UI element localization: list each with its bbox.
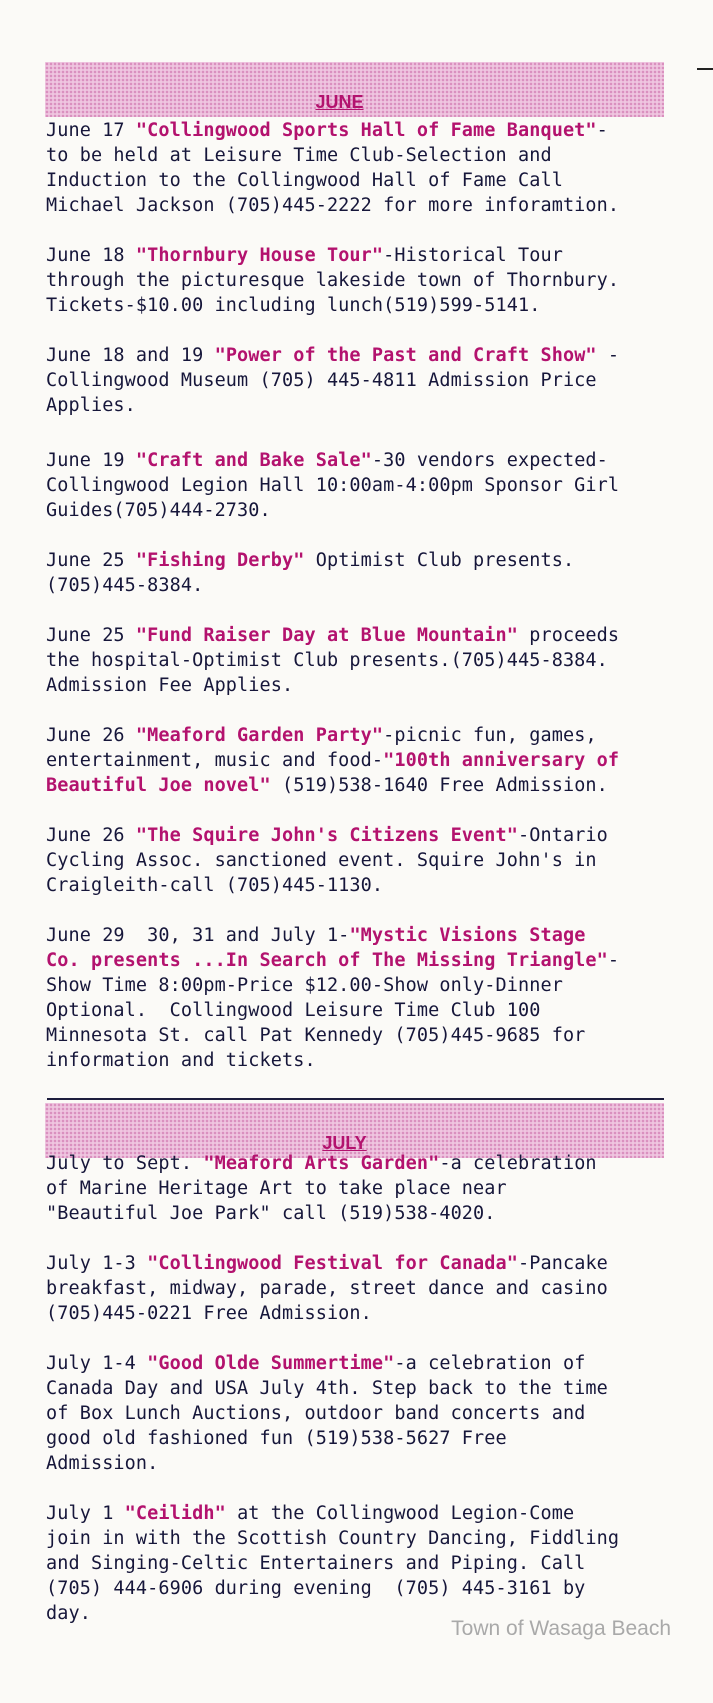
event-details: -a celebration of Marine Heritage Art to take place near "Beautiful Joe Park" call (519)538-4020. — [46, 1153, 597, 1224]
june-events — [46, 118, 676, 1073]
watermark: Town of Wasaga Beach — [451, 1617, 671, 1640]
july-events — [46, 1151, 676, 1626]
event-details: -30 vendors expected- Collingwood Legion Hall 10:00am-4:00pm Sponsor Girl Guides(705)444-2730. — [46, 450, 620, 521]
event-date: June 17 — [46, 120, 136, 141]
event-title: "Collingwood Sports Hall of Fame Banquet" — [135, 120, 597, 141]
event-title: "Craft and Bake Sale" — [135, 450, 372, 471]
event-details: - to be held at Leisure Time Club-Selection and Induction to the Collingwood Hall of Fame Call Michael Jackson (705)445-2222 for more inforamtion. — [46, 120, 620, 216]
event-june-19 — [46, 448, 676, 523]
event-july-sept — [46, 1151, 676, 1226]
event-title: "Collingwood Festival for Canada" — [147, 1253, 519, 1274]
event-date: June 26 — [46, 725, 136, 746]
event-june-25-fundraiser — [46, 623, 676, 698]
event-title: "Mystic Visions Stage Co. presents ...In Search of The Missing Triangle" — [46, 925, 608, 971]
event-details: -Pancake breakfast, midway, parade, street dance and casino (705)445-0221 Free Admission. — [46, 1253, 608, 1324]
event-date: July 1 — [46, 1503, 125, 1524]
corner-mark — [697, 68, 713, 70]
event-title: "Thornbury House Tour" — [135, 245, 384, 266]
june-header-band — [45, 62, 664, 117]
event-details-secondary: (519)538-1640 Free Admission. — [270, 775, 608, 796]
event-details: proceeds the hospital-Optimist Club presents.(705)445-8384. Admission Fee Applies. — [46, 625, 620, 696]
event-july-1-3 — [46, 1251, 676, 1326]
event-june-26-squire — [46, 823, 676, 898]
event-june-29 — [46, 923, 676, 1073]
event-date: July 1-3 — [46, 1253, 148, 1274]
event-date: July to Sept. — [46, 1153, 204, 1174]
event-details: Optimist Club presents. (705)445-8384. — [46, 550, 575, 596]
event-title: "Fishing Derby" — [135, 550, 305, 571]
event-june-25-derby — [46, 548, 676, 598]
event-title: "Ceilidh" — [124, 1503, 226, 1524]
event-june-17 — [46, 118, 676, 218]
event-date: June 25 — [46, 550, 136, 571]
event-title: "Fund Raiser Day at Blue Mountain" — [135, 625, 518, 646]
section-divider — [47, 1098, 664, 1100]
july-header-band — [45, 1103, 664, 1158]
event-title: "Power of the Past and Craft Show" — [214, 345, 597, 366]
event-date: June 18 — [46, 245, 136, 266]
event-june-18-tour — [46, 243, 676, 318]
event-date: July 1-4 — [46, 1353, 148, 1374]
event-details: -a celebration of Canada Day and USA July 4th. Step back to the time of Box Lunch Auctions, outdoor band concerts and good old fashioned fun (519)538-5627 Free Admission. — [46, 1353, 608, 1474]
event-date: June 25 — [46, 625, 136, 646]
event-details: - Show Time 8:00pm-Price $12.00-Show only-Dinner Optional. Collingwood Leisure Time Club 100 Minnesota St. call Pat Kennedy (705)445-9685 for information and tickets. — [46, 950, 620, 1071]
event-title: "Good Olde Summertime" — [147, 1353, 395, 1374]
july-title: JULY — [322, 1133, 367, 1153]
event-title: "Meaford Arts Garden" — [203, 1153, 440, 1174]
event-june-18-19 — [46, 343, 676, 418]
june-title: JUNE — [315, 92, 364, 112]
event-date: June 29 30, 31 and July 1- — [46, 925, 350, 946]
event-details: -Historical Tour through the picturesque lakeside town of Thornbury. Tickets-$10.00 including lunch(519)599-5141. — [46, 245, 620, 316]
event-title: "Meaford Garden Party" — [135, 725, 384, 746]
event-june-26-garden — [46, 723, 676, 798]
event-date: June 18 and 19 — [46, 345, 215, 366]
event-details: at the Collingwood Legion-Come join in with the Scottish Country Dancing, Fiddling and Singing-Celtic Entertainers and Piping. Call (705) 444-6906 during evening (705) 445-3161 by day. — [46, 1503, 620, 1624]
event-details: - Collingwood Museum (705) 445-4811 Admission Price Applies. — [46, 345, 620, 416]
event-date: June 19 — [46, 450, 136, 471]
event-title: "The Squire John's Citizens Event" — [135, 825, 518, 846]
event-details: -picnic fun, games, entertainment, music and food- — [46, 725, 597, 771]
event-date: June 26 — [46, 825, 136, 846]
event-july-1-4 — [46, 1351, 676, 1476]
event-title-secondary: "100th anniversary of Beautiful Joe novel" — [46, 750, 620, 796]
event-details: -Ontario Cycling Assoc. sanctioned event. Squire John's in Craigleith-call (705)445-1130. — [46, 825, 608, 896]
event-july-1-ceilidh — [46, 1501, 676, 1626]
